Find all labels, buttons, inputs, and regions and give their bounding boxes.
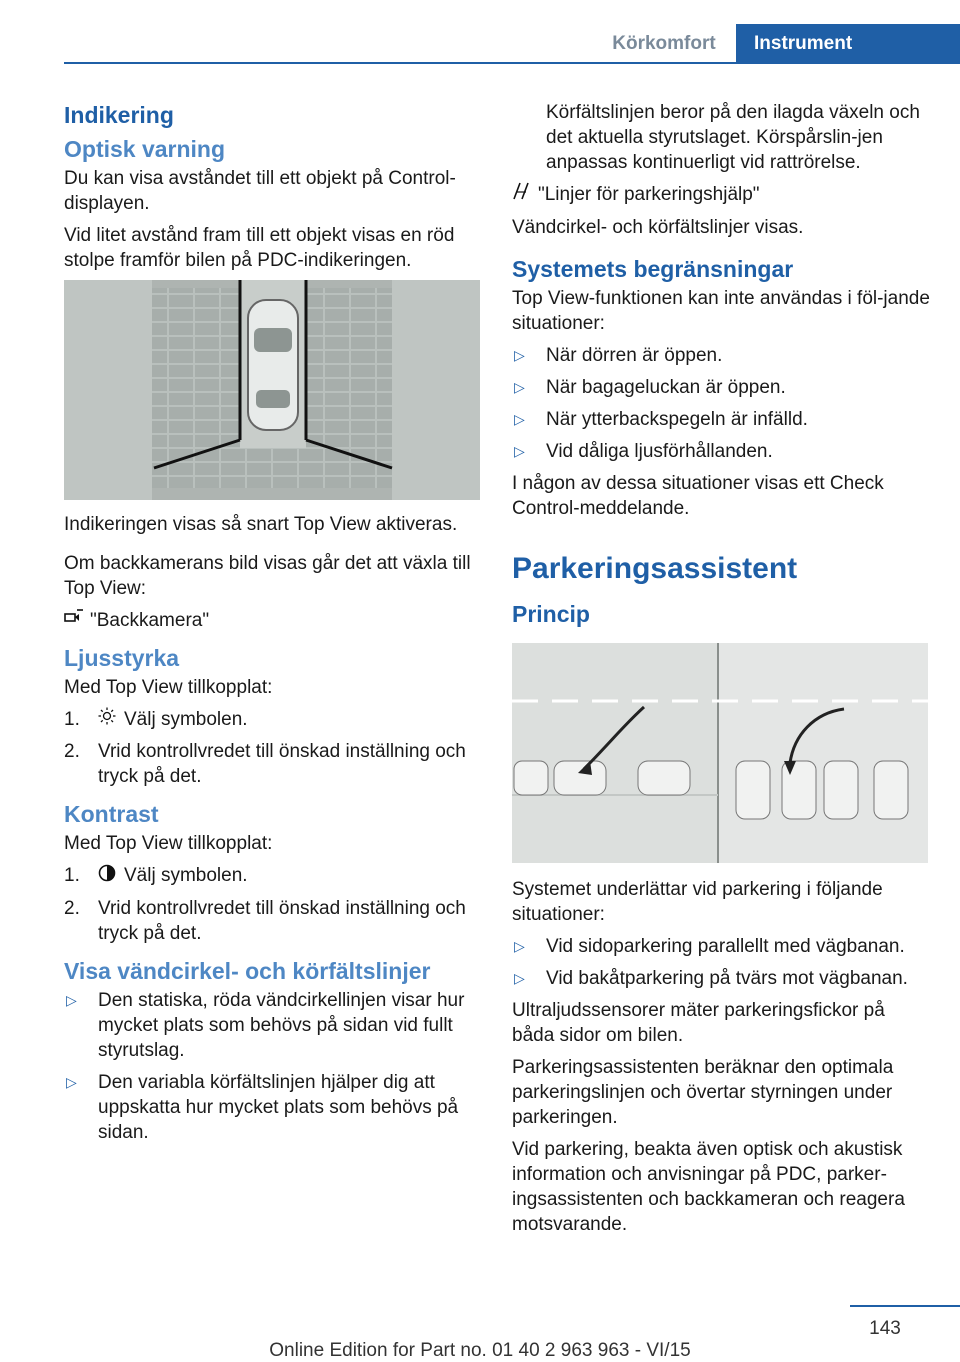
linjer-result-text: Vändcirkel- och körfältslinjer visas. [512, 217, 804, 238]
system-bullets [512, 343, 932, 464]
heading-visa-linjer: Visa vändcirkel- och körfältslinjer [64, 957, 431, 984]
heading-kontrast: Kontrast [64, 801, 159, 828]
list-item [64, 896, 482, 946]
bullet-text: Vid sidoparkering parallellt med vägbanan. [546, 936, 905, 957]
kontrast-intro: Med Top View tillkopplat: [64, 833, 273, 855]
bullet-icon: ▷ [514, 970, 525, 986]
list-item [64, 988, 482, 1063]
header-rule [64, 62, 960, 64]
list-item [512, 343, 932, 368]
princip-text-3: Vid parkering, beakta även optisk och akustisk information och anvisningar på PDC, parker-ingsassistenten och backkameran och reagera motsvarande. [512, 1139, 905, 1235]
bullet-icon: ▷ [66, 991, 77, 1008]
parking-lines-icon [512, 182, 538, 207]
linjer-menu-path [512, 182, 932, 207]
heading-systemets-begransningar: Systemets begränsningar [512, 256, 794, 282]
bullet-text: När dörren är öppen. [546, 345, 723, 366]
list-item [64, 707, 482, 732]
step-number: 1. [64, 865, 80, 887]
list-item [64, 739, 482, 789]
right-column [512, 100, 932, 1244]
step-text: Vrid kontrollvredet till önskad inställning och tryck på det. [98, 897, 466, 944]
list-item [64, 863, 482, 888]
heading-optisk-varning: Optisk varning [64, 136, 226, 162]
footer-rule [850, 1305, 960, 1307]
list-item [64, 1070, 482, 1145]
visa-continued-text: Körfältslinjen beror på den ilagda växeln och det aktuella styrutslaget. Körspårslin-jen anpassas kontinuerligt vid rattrörelse. [546, 102, 920, 173]
optisk-text-2: Vid litet avstånd fram till ett objekt visas en röd stolpe framför bilen på PDC-indikeringen. [64, 225, 455, 271]
step-number: 2. [64, 741, 80, 763]
linjer-menu-label: "Linjer för parkeringshjälp" [538, 184, 760, 205]
heading-ljusstyrka: Ljusstyrka [64, 645, 180, 671]
bullet-text: När bagageluckan är öppen. [546, 377, 786, 398]
princip-text-2: Parkeringsassistenten beräknar den optimala parkeringslinjen och övertar styrningen under parkeringen. [512, 1057, 894, 1128]
bullet-icon: ▷ [514, 379, 525, 395]
header-section-tab: Körkomfort [612, 33, 716, 54]
list-item [512, 966, 932, 991]
ljus-intro: Med Top View tillkopplat: [64, 677, 273, 698]
list-item [512, 375, 932, 400]
list-item [512, 407, 932, 432]
top-view-figure [64, 280, 480, 500]
step-number: 2. [64, 897, 80, 919]
bullet-text: När ytterbackspegeln är infälld. [546, 409, 808, 430]
sun-icon [98, 707, 116, 732]
heading-parkeringsassistent: Parkeringsassistent [512, 552, 798, 585]
step-text: Välj symbolen. [124, 865, 248, 887]
bullet-icon: ▷ [514, 938, 525, 954]
princip-text-1: Ultraljudssensorer mäter parkeringsfickor på båda sidor om bilen. [512, 1000, 885, 1046]
backkamera-menu-path [64, 608, 482, 633]
bullet-icon: ▷ [514, 411, 525, 427]
kontrast-steps [64, 863, 482, 945]
bullet-text: Den statiska, röda vändcirkellinjen visar hur mycket plats som behövs på sidan vid fullt styrutslag. [98, 989, 465, 1061]
heading-princip: Princip [512, 601, 590, 627]
parking-assistant-figure [512, 643, 928, 863]
page-number: 143 [869, 1318, 901, 1339]
system-intro: Top View-funktionen kan inte användas i föl-jande situationer: [512, 288, 930, 334]
bullet-text: Vid dåliga ljusförhållanden. [546, 441, 773, 462]
step-text: Välj symbolen. [124, 709, 248, 730]
backkamera-menu-label: "Backkamera" [90, 610, 210, 631]
system-note: I någon av dessa situationer visas ett Check Control-meddelande. [512, 473, 884, 519]
figure-caption: Indikeringen visas så snart Top View aktiveras. [64, 514, 458, 535]
header-chapter-tab: Instrument [736, 24, 960, 64]
step-text: Vrid kontrollvredet till önskad inställning och tryck på det. [98, 741, 466, 788]
list-item [512, 439, 932, 464]
bullet-text: Den variabla körfältslinjen hjälper dig att uppskatta hur mycket plats som behövs på sidan. [98, 1071, 459, 1143]
bullet-icon: ▷ [514, 443, 525, 459]
princip-bullets [512, 934, 932, 991]
contrast-icon [98, 864, 116, 889]
princip-intro: Systemet underlättar vid parkering i följande situationer: [512, 879, 883, 925]
edition-line: Online Edition for Part no. 01 40 2 963 963 - VI/15 [269, 1340, 691, 1361]
camera-icon [64, 608, 90, 633]
bullet-icon: ▷ [66, 1073, 77, 1090]
ljus-steps [64, 707, 482, 789]
optisk-text-1: Du kan visa avståndet till ett objekt på Control-displayen. [64, 168, 456, 214]
left-column [64, 100, 482, 1152]
visa-bullets [64, 988, 482, 1145]
bullet-text: Vid bakåtparkering på tvärs mot vägbanan. [546, 968, 908, 989]
list-item [512, 934, 932, 959]
heading-indikering: Indikering [64, 102, 174, 128]
bullet-icon: ▷ [514, 347, 525, 363]
step-number: 1. [64, 709, 80, 730]
backkamera-text: Om backkamerans bild visas går det att växla till Top View: [64, 553, 471, 599]
